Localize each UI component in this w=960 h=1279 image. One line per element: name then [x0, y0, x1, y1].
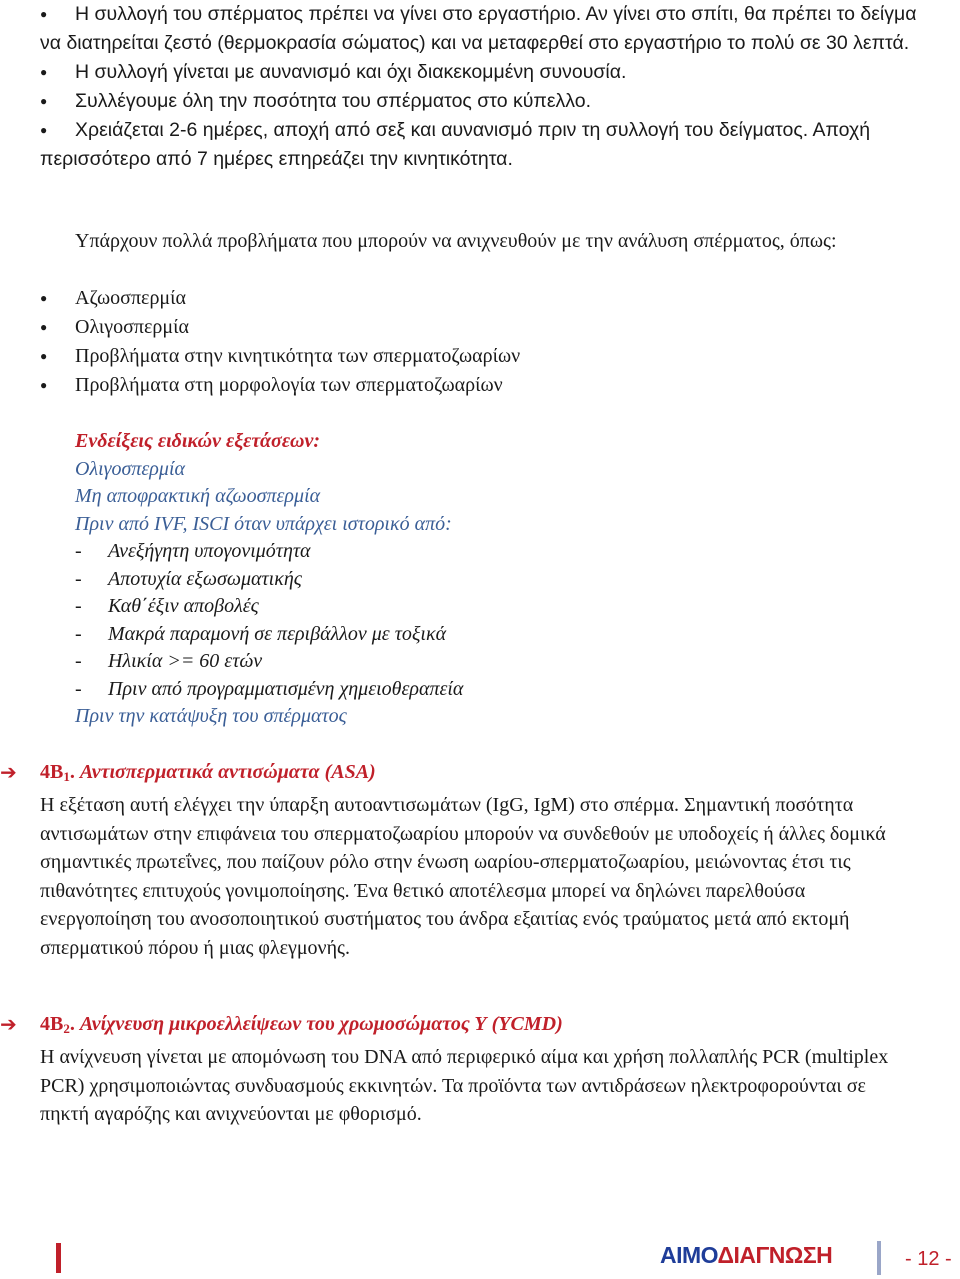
footer-divider: [877, 1241, 881, 1275]
section-code-sub: 1: [63, 769, 70, 784]
arrow-right-icon: ➔: [0, 1012, 17, 1036]
indications-heading: Ενδείξεις ειδικών εξετάσεων:: [75, 430, 321, 452]
page-number: - 12 -: [905, 1248, 952, 1270]
footer-divider: [56, 1243, 61, 1273]
history-item: - Αποτυχία εξωσωματικής: [75, 566, 895, 594]
history-item: - Ηλικία >= 60 ετών: [75, 648, 895, 676]
section-code-sub: 2: [63, 1021, 70, 1036]
dash-marker: -: [75, 650, 82, 672]
dash-marker: -: [75, 677, 82, 700]
section-body: Η ανίχνευση γίνεται με απομόνωση του DNA από περιφερικό αίμα και χρήση πολλαπλής PCR (multiplex PCR) χρησιμοποιώντας συνδυασμούς εκκινητών. Τα προϊόντα των αντιδράσεων ηλεκτροφορούνται σε πηκτή αγαρόζης και ανιχνεύονται με φθορισμό.: [40, 1046, 889, 1125]
indication-item: Πριν από IVF, ISCI όταν υπάρχει ιστορικό από:: [75, 512, 452, 535]
section-asa: [0, 758, 960, 962]
list-item: ● Ολιγοσπερμία: [40, 313, 520, 342]
dash-marker: -: [75, 540, 82, 562]
section-code: 4Β: [40, 761, 64, 783]
history-item: - Ανεξήγητη υπογονιμότητα: [75, 538, 895, 566]
indication-item: Πριν την κατάψυξη του σπέρματος: [75, 705, 347, 727]
section-heading: ➔ $4B_2$. Ανίχνευση μικροελλείψεων του χρωμοσώματος Υ (YCMD): [0, 1010, 960, 1043]
history-item: - Μακρά παραμονή σε περιβάλλον με τοξικά: [75, 621, 895, 649]
list-item: ● Προβλήματα στην κινητικότητα των σπερματοζωαρίων: [40, 342, 520, 371]
page-footer: [0, 1238, 960, 1278]
section-title: Αντισπερματικά αντισώματα (ASA): [79, 761, 376, 783]
section-ycmd: [0, 1010, 960, 1129]
intro-paragraph: Υπάρχουν πολλά προβλήματα που μπορούν να ανιχνευθούν με την ανάλυση σπέρματος, όπως:: [75, 230, 837, 252]
collection-instructions-list: [40, 0, 940, 174]
arrow-right-icon: ➔: [0, 760, 17, 784]
indications-block: [75, 428, 895, 731]
list-item: ● Προβλήματα στη μορφολογία των σπερματοζωαρίων: [40, 371, 520, 400]
indication-item: Μη αποφρακτική αζωοσπερμία: [75, 485, 321, 507]
section-heading: ➔ $4B_1$. Αντισπερματικά αντισώματα (ASA): [0, 758, 960, 791]
history-item: - Καθ΄έξιν αποβολές: [75, 593, 895, 621]
list-item: ● Η συλλογή του σπέρματος πρέπει να γίνει στο εργαστήριο. Αν γίνει στο σπίτι, θα πρέπει το δείγμα να διατηρείται ζεστό (θερμοκρασία σώματος) και να μεταφερθεί στο εργαστήριο το πολύ σε 30 λεπτά.: [40, 0, 940, 58]
dash-marker: -: [75, 622, 82, 645]
section-code: 4Β: [40, 1013, 64, 1035]
indication-item: Ολιγοσπερμία: [75, 457, 185, 480]
list-item: ● Αζωοσπερμία: [40, 284, 520, 313]
history-item: - Πριν από προγραμματισμένη χημειοθεραπεία: [75, 676, 895, 704]
problems-list: [40, 284, 520, 400]
list-item: ● Χρειάζεται 2-6 ημέρες, αποχή από σεξ και αυνανισμό πριν τη συλλογή του δείγματος. Αποχή περισσότερο από 7 ημέρες επηρεάζει την κινητικότητα.: [40, 116, 940, 174]
section-body: Η εξέταση αυτή ελέγχει την ύπαρξη αυτοαντισωμάτων (IgG, IgM) στο σπέρμα. Σημαντική ποσότητα αντισωμάτων στην επιφάνεια του σπερματοζωαρίου μπορούν να συνδεθούν με υποδοχείς ή άλλες δομικά σημαντικές πρωτεΐνες, που παίζουν ρόλο στην ένωση ωαρίου-σπερματοζωαρίου, μειώνοντας έτσι τις πιθανότητες επιτυχούς γονιμοποίησης. Ένα θετικό αποτέλεσμα μπορεί να δηλώνει παρελθούσα ενεργοποίηση του ανοσοποιητικού συστήματος του άνδρα εξαιτίας ενός τραύματος μετά από εκτομή σπερματικού πόρου ή μιας φλεγμονής.: [40, 794, 886, 959]
section-title: Ανίχνευση μικροελλείψεων του χρωμοσώματος Υ (YCMD): [79, 1013, 563, 1035]
brand-logo: ΑΙΜΟΔΙΑΓΝΩΣΗ: [660, 1242, 833, 1268]
dash-marker: -: [75, 567, 82, 590]
dash-marker: -: [75, 595, 82, 617]
list-item: ● Συλλέγουμε όλη την ποσότητα του σπέρματος στο κύπελλο.: [40, 87, 940, 116]
list-item: ● Η συλλογή γίνεται με αυνανισμό και όχι διακεκομμένη συνουσία.: [40, 58, 940, 87]
